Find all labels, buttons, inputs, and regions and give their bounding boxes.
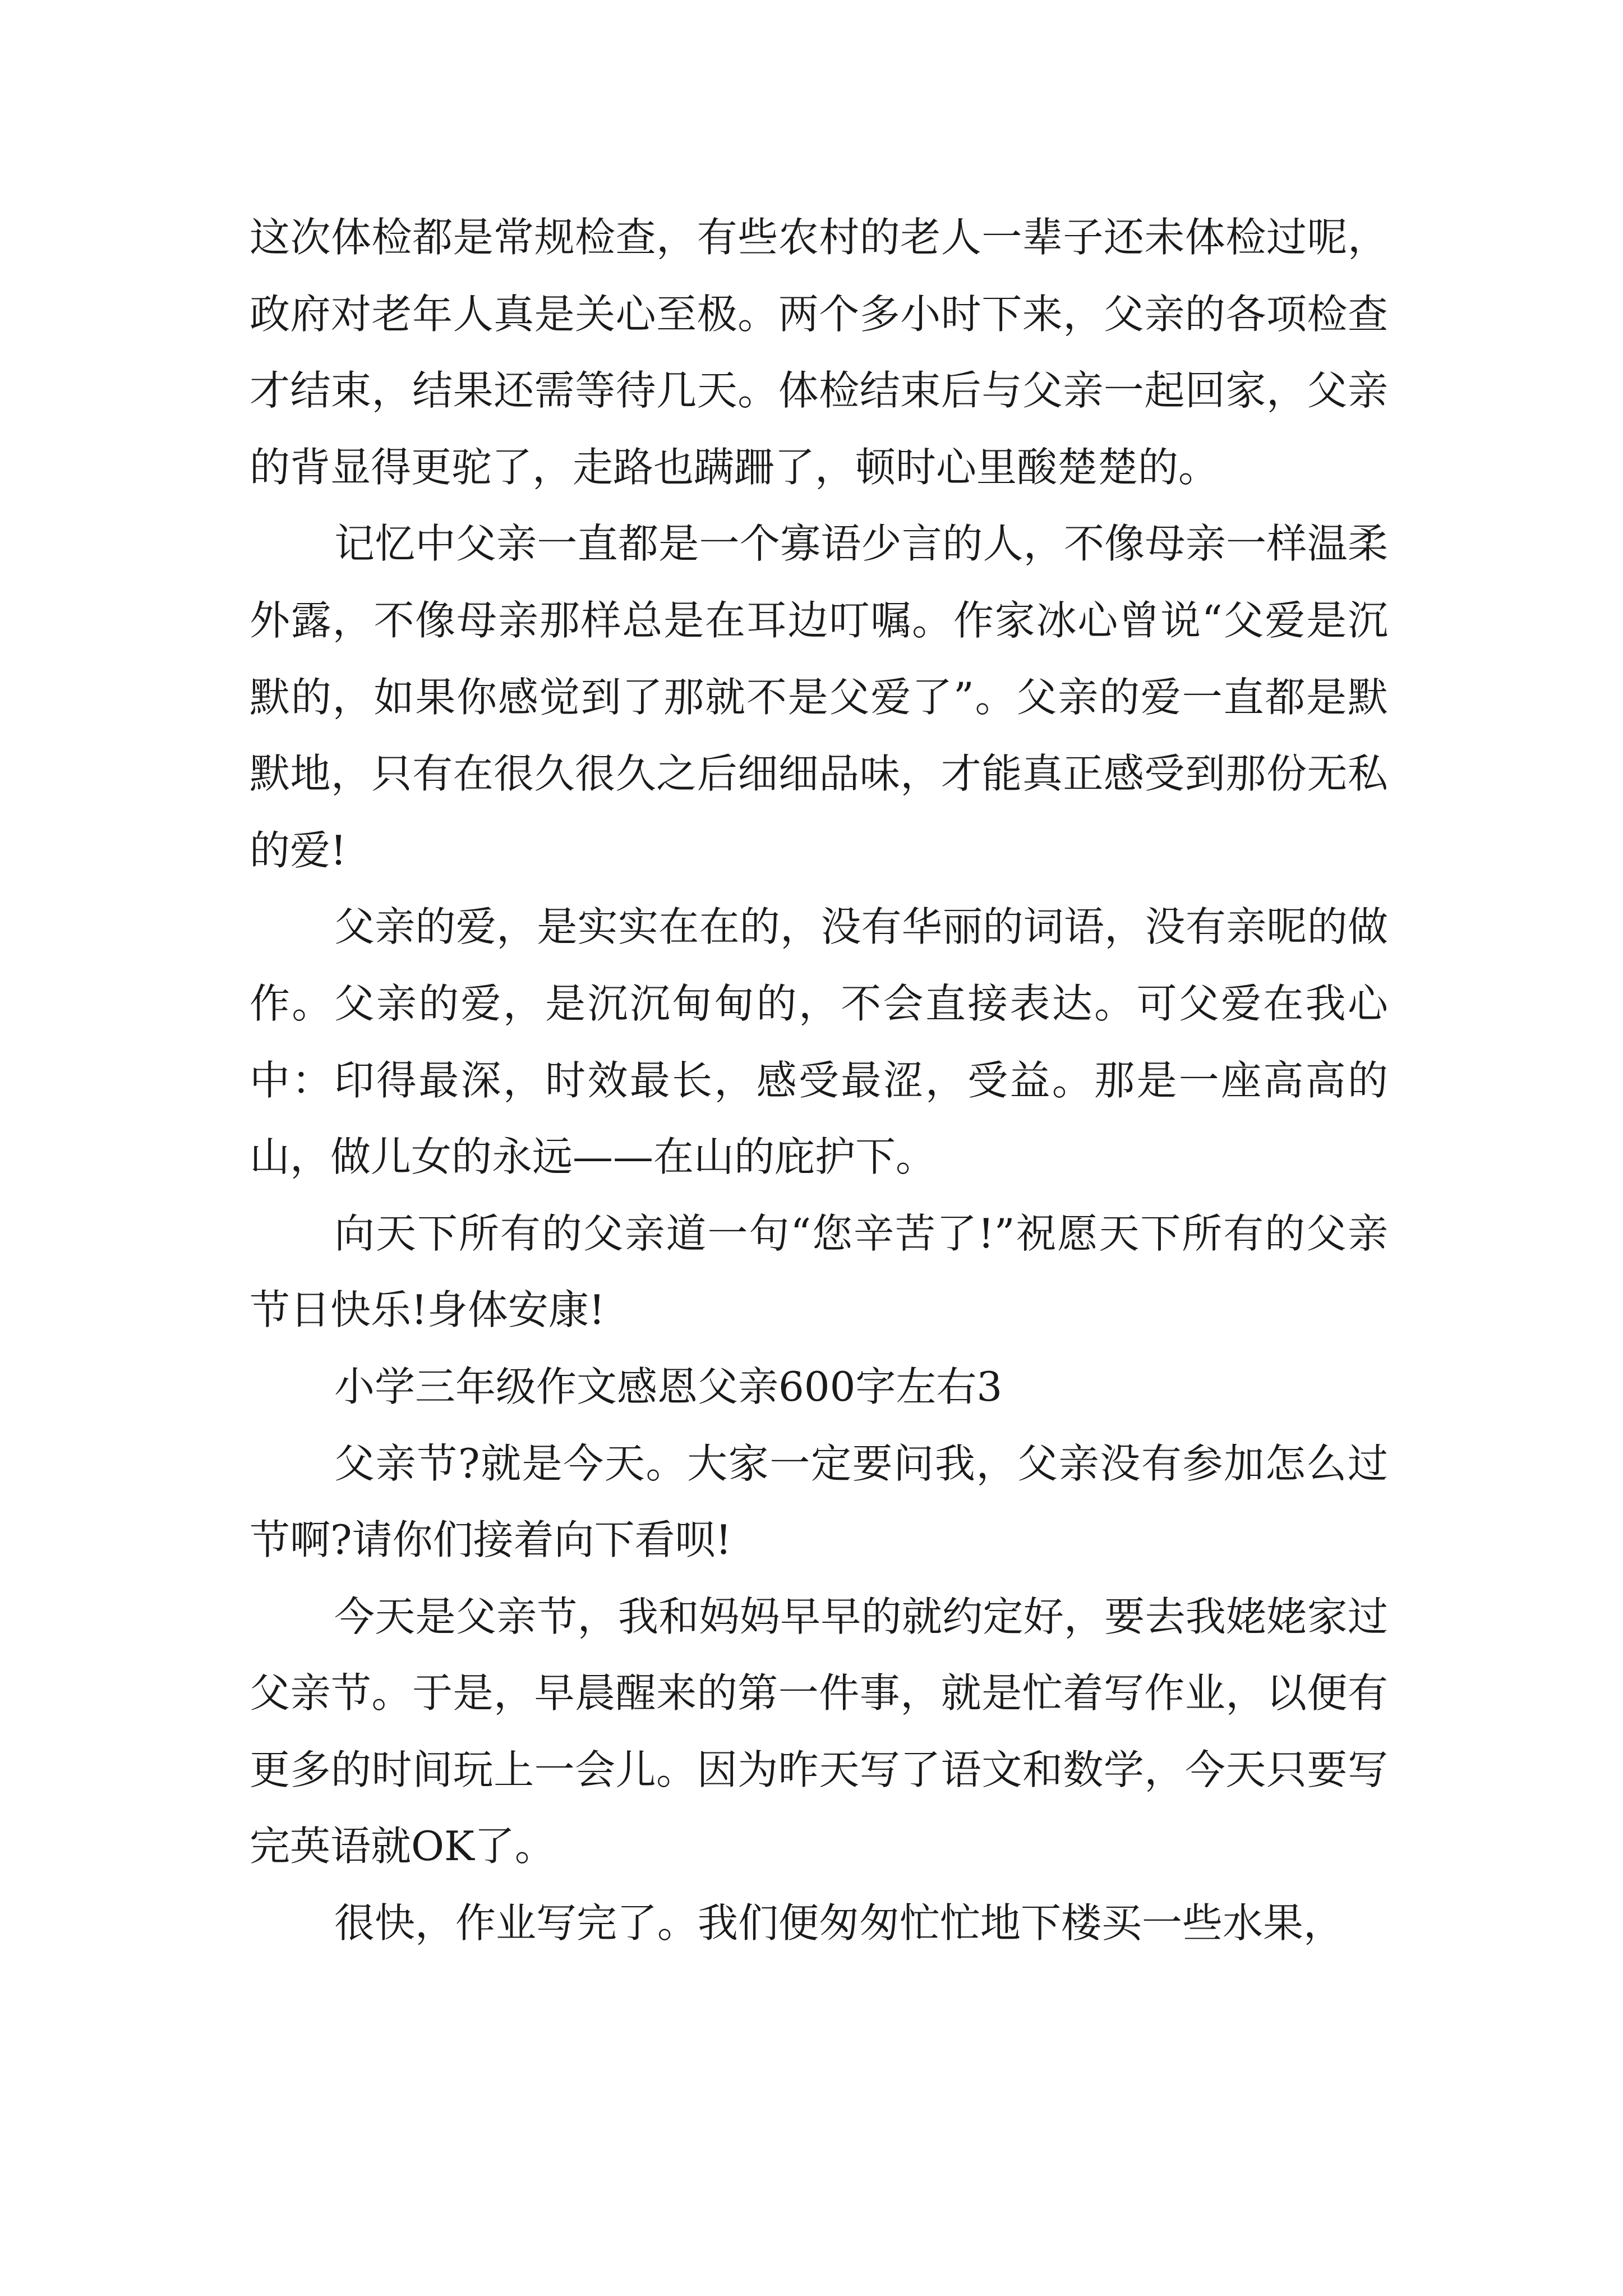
paragraph: 向天下所有的父亲道一句“您辛苦了!”祝愿天下所有的父亲节日快乐!身体安康!: [250, 1209, 1388, 1334]
paragraph: 很快，作业写完了。我们便匆匆忙忙地下楼买一些水果，: [334, 1899, 1344, 1947]
paragraph: 记忆中父亲一直都是一个寡语少言的人，不像母亲一样温柔外露，不像母亲那样总是在耳边叮嘱。作家冰心曾说“父爱是沉默的，如果你感觉到了那就不是父爱了”。父亲的爱一直都是默默地，只有在很久很久之后细细品味，才能真正感受到那份无私的爱!: [250, 520, 1388, 874]
paragraph: 这次体检都是常规检查，有些农村的老人一辈子还未体检过呢，政府对老年人真是关心至极。两个多小时下来，父亲的各项检查才结束，结果还需等待几天。体检结束后与父亲一起回家，父亲的背显得更驼了，走路也蹒跚了，顿时心里酸楚楚的。: [250, 214, 1388, 491]
paragraph: 父亲节?就是今天。大家一定要问我，父亲没有参加怎么过节啊?请你们接着向下看呗!: [250, 1439, 1388, 1564]
paragraph: 父亲的爱，是实实在在的，没有华丽的词语，没有亲昵的做作。父亲的爱，是沉沉甸甸的，不会直接表达。可父爱在我心中：印得最深，时效最长，感受最涩，受益。那是一座高高的山，做儿女的永远——在山的庇护下。: [250, 903, 1388, 1181]
paragraph: 今天是父亲节，我和妈妈早早的就约定好，要去我姥姥家过父亲节。于是，早晨醒来的第一件事，就是忙着写作业，以便有更多的时间玩上一会儿。因为昨天写了语文和数学，今天只要写完英语就OK了。: [250, 1593, 1388, 1870]
document-body: [250, 199, 1388, 1962]
section-heading: 小学三年级作文感恩父亲600字左右3: [334, 1363, 1003, 1410]
